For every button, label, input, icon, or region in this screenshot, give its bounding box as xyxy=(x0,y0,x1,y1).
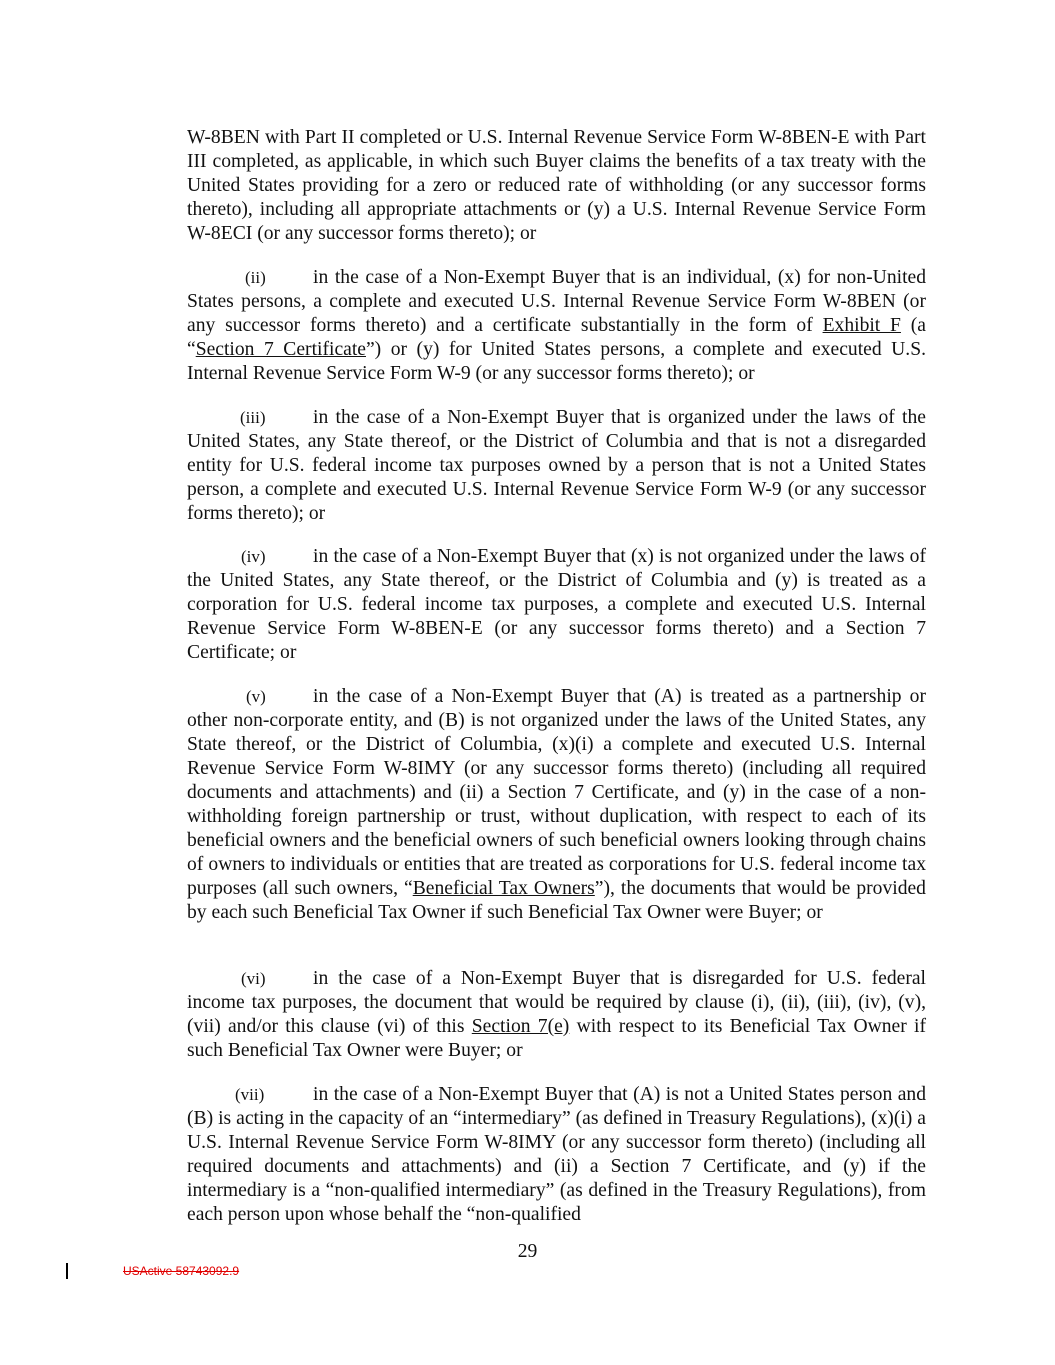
clause-text: with respect to its Beneficial Tax Owner if such Beneficial Tax Owner were Buyer; or xyxy=(187,1016,926,1061)
clause-text: in the case of a Non-Exempt Buyer that (A) is treated as a partnership or other non-corporate entity, and (B) is not organized under the laws of the United States, any State thereof, or the District of Columbia, (x)(i) a complete and executed U.S. Internal Revenue Service Form W-8IMY (or any successor forms thereto) (including all required documents and attachments) and (ii) a Section 7 Certificate, and (y) in the case of a non-withholding foreign partnership or trust, without duplication, with respect to each of its beneficial owners and the beneficial owners of such beneficial owners looking through chains of owners to individuals or entities that are treated as corporations for U.S. federal income tax purposes (all such owners, “ xyxy=(187,686,926,899)
clause-text: in the case of a Non-Exempt Buyer that (x) is not organized under the laws of the United States, any State thereof, or the District of Columbia and (y) is treated as a corporation for U.S. federal income tax purposes, a complete and executed U.S. Internal Revenue Service Form W-8BEN-E (or any successor forms thereto) and a Section 7 Certificate; or xyxy=(187,546,926,663)
clause-v xyxy=(187,685,926,925)
clause-text: ”), the documents that would be provided by each such Beneficial Tax Owner if such Beneficial Tax Owner were Buyer; or xyxy=(187,878,926,923)
footer-document-id: USActive 58743092.9 xyxy=(123,1264,240,1278)
paragraph-continuation xyxy=(187,126,926,246)
beneficial-tax-owners-term: Beneficial Tax Owners xyxy=(412,878,595,899)
change-bar xyxy=(66,1263,68,1279)
clause-vi xyxy=(187,967,926,1063)
clause-number: (vii) xyxy=(235,1085,265,1104)
clause-ii xyxy=(187,266,926,386)
exhibit-f-reference: Exhibit F xyxy=(822,315,901,336)
page-number: 29 xyxy=(517,1241,538,1262)
clause-number: (v) xyxy=(246,687,266,706)
section-7-certificate-term: Section 7 Certificate xyxy=(195,339,366,360)
clause-text: in the case of a Non-Exempt Buyer that is organized under the laws of the United States, any State thereof, or the District of Columbia and that is not a disregarded entity for U.S. federal income tax purposes owned by a person that is not a United States person, a complete and executed U.S. Internal Revenue Service Form W-9 (or any successor forms thereto); or xyxy=(187,407,926,524)
clause-number: (vi) xyxy=(241,969,266,988)
clause-number: (ii) xyxy=(245,268,266,287)
clause-text: ”) or (y) for United States persons, a complete and executed U.S. Internal Revenue Service Form W-9 (or any successor forms thereto); or xyxy=(187,339,927,384)
clause-vii xyxy=(187,1083,926,1227)
section-7e-reference: Section 7(e) xyxy=(471,1016,570,1037)
clause-number: (iii) xyxy=(240,408,266,427)
clause-text: (a “ xyxy=(187,315,926,360)
paragraph-text: W-8BEN with Part II completed or U.S. Internal Revenue Service Form W-8BEN-E with Part III completed, as applicable, in which such Buyer claims the benefits of a tax treaty with the United States providing for a zero or reduced rate of withholding (or any successor forms thereto), including all appropriate attachments or (y) a U.S. Internal Revenue Service Form W-8ECI (or any successor forms thereto); or xyxy=(187,127,926,244)
clause-number: (iv) xyxy=(241,547,266,566)
clause-text: in the case of a Non-Exempt Buyer that is disregarded for U.S. federal income tax purposes, the document that would be required by clause (i), (ii), (iii), (iv), (v), (vii) and/or this clause (vi) of this xyxy=(187,968,926,1037)
clause-iii xyxy=(187,406,926,526)
clause-text: in the case of a Non-Exempt Buyer that is an individual, (x) for non-United States persons, a complete and executed U.S. Internal Revenue Service Form W-8BEN (or any successor forms thereto) and a certificate substantially in the form of xyxy=(187,267,926,336)
clause-iv xyxy=(187,545,926,665)
clause-text: in the case of a Non-Exempt Buyer that (A) is not a United States person and (B) is acting in the capacity of an “intermediary” (as defined in Treasury Regulations), (x)(i) a U.S. Internal Revenue Service Form W-8IMY (or any successor form thereto) (including all required documents and attachments) and (ii) a Section 7 Certificate, and (y) if the intermediary is a “non-qualified intermediary” (as defined in the Treasury Regulations), from each person upon whose behalf the “non-qualified xyxy=(187,1084,926,1225)
